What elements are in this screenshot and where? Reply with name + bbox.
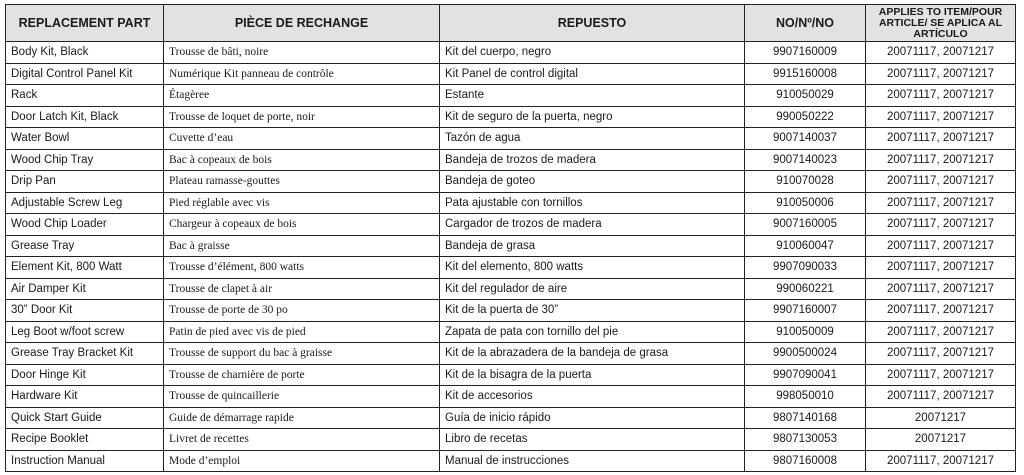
table-row (6, 300, 1016, 322)
table-row (6, 63, 1016, 85)
table-row (6, 321, 1016, 343)
cell-part-number: 9007140037 (745, 128, 866, 150)
cell-repuesto: Libro de recetas (440, 429, 745, 451)
table-row (6, 450, 1016, 472)
cell-piece-de-rechange: Trousse de quincaillerie (164, 386, 440, 408)
table-row (6, 149, 1016, 171)
table-row (6, 257, 1016, 279)
cell-piece-de-rechange: Trousse de loquet de porte, noir (164, 106, 440, 128)
cell-replacement-part: Grease Tray Bracket Kit (6, 343, 164, 365)
cell-applies-to-item: 20071117, 20071217 (866, 149, 1016, 171)
cell-repuesto: Kit del elemento, 800 watts (440, 257, 745, 279)
cell-applies-to-item: 20071117, 20071217 (866, 321, 1016, 343)
cell-repuesto: Manual de instrucciones (440, 450, 745, 472)
cell-applies-to-item: 20071117, 20071217 (866, 85, 1016, 107)
table-row (6, 85, 1016, 107)
cell-replacement-part: Leg Boot w/foot screw (6, 321, 164, 343)
cell-applies-to-item: 20071117, 20071217 (866, 214, 1016, 236)
cell-replacement-part: Door Latch Kit, Black (6, 106, 164, 128)
cell-replacement-part: Rack (6, 85, 164, 107)
cell-part-number: 910050009 (745, 321, 866, 343)
cell-piece-de-rechange: Bac à graisse (164, 235, 440, 257)
cell-repuesto: Kit de seguro de la puerta, negro (440, 106, 745, 128)
cell-part-number: 910050029 (745, 85, 866, 107)
cell-piece-de-rechange: Trousse de porte de 30 po (164, 300, 440, 322)
cell-part-number: 9915160008 (745, 63, 866, 85)
table-row (6, 364, 1016, 386)
cell-repuesto: Kit de accesorios (440, 386, 745, 408)
table-row (6, 407, 1016, 429)
cell-applies-to-item: 20071217 (866, 429, 1016, 451)
table-row (6, 429, 1016, 451)
cell-repuesto: Kit del regulador de aire (440, 278, 745, 300)
cell-replacement-part: Wood Chip Loader (6, 214, 164, 236)
cell-part-number: 990060221 (745, 278, 866, 300)
cell-replacement-part: Digital Control Panel Kit (6, 63, 164, 85)
cell-repuesto: Kit de la abrazadera de la bandeja de grasa (440, 343, 745, 365)
cell-repuesto: Zapata de pata con tornillo del pie (440, 321, 745, 343)
cell-replacement-part: 30” Door Kit (6, 300, 164, 322)
table-row (6, 42, 1016, 64)
cell-applies-to-item: 20071117, 20071217 (866, 343, 1016, 365)
table-row (6, 106, 1016, 128)
cell-applies-to-item: 20071117, 20071217 (866, 171, 1016, 193)
cell-piece-de-rechange: Livret de recettes (164, 429, 440, 451)
cell-part-number: 9807130053 (745, 429, 866, 451)
cell-part-number: 9900500024 (745, 343, 866, 365)
table-header (6, 5, 1016, 42)
cell-piece-de-rechange: Guide de démarrage rapide (164, 407, 440, 429)
cell-piece-de-rechange: Cuvette d’eau (164, 128, 440, 150)
cell-part-number: 9907160007 (745, 300, 866, 322)
cell-repuesto: Kit de la bisagra de la puerta (440, 364, 745, 386)
cell-applies-to-item: 20071117, 20071217 (866, 42, 1016, 64)
cell-piece-de-rechange: Trousse de support du bac à graisse (164, 343, 440, 365)
cell-replacement-part: Air Damper Kit (6, 278, 164, 300)
header-replacement-part: REPLACEMENT PART (6, 5, 164, 42)
cell-part-number: 910070028 (745, 171, 866, 193)
cell-repuesto: Tazón de agua (440, 128, 745, 150)
cell-applies-to-item: 20071117, 20071217 (866, 278, 1016, 300)
cell-piece-de-rechange: Patin de pied avec vis de pied (164, 321, 440, 343)
cell-piece-de-rechange: Étagèree (164, 85, 440, 107)
cell-repuesto: Cargador de trozos de madera (440, 214, 745, 236)
table-row (6, 235, 1016, 257)
cell-applies-to-item: 20071117, 20071217 (866, 300, 1016, 322)
table-row (6, 128, 1016, 150)
table-row (6, 343, 1016, 365)
cell-replacement-part: Element Kit, 800 Watt (6, 257, 164, 279)
cell-part-number: 910060047 (745, 235, 866, 257)
cell-piece-de-rechange: Trousse de bâti, noire (164, 42, 440, 64)
cell-applies-to-item: 20071117, 20071217 (866, 128, 1016, 150)
cell-replacement-part: Quick Start Guide (6, 407, 164, 429)
cell-applies-to-item: 20071117, 20071217 (866, 364, 1016, 386)
cell-part-number: 9907160009 (745, 42, 866, 64)
cell-repuesto: Kit Panel de control digital (440, 63, 745, 85)
cell-piece-de-rechange: Pied réglable avec vis (164, 192, 440, 214)
cell-part-number: 910050006 (745, 192, 866, 214)
cell-replacement-part: Adjustable Screw Leg (6, 192, 164, 214)
cell-applies-to-item: 20071117, 20071217 (866, 192, 1016, 214)
cell-piece-de-rechange: Chargeur à copeaux de bois (164, 214, 440, 236)
table-row (6, 278, 1016, 300)
cell-piece-de-rechange: Bac à copeaux de bois (164, 149, 440, 171)
cell-part-number: 9007140023 (745, 149, 866, 171)
cell-replacement-part: Body Kit, Black (6, 42, 164, 64)
cell-repuesto: Kit de la puerta de 30” (440, 300, 745, 322)
table-row (6, 214, 1016, 236)
cell-applies-to-item: 20071117, 20071217 (866, 450, 1016, 472)
header-row (6, 5, 1016, 42)
cell-applies-to-item: 20071117, 20071217 (866, 386, 1016, 408)
cell-part-number: 9807160008 (745, 450, 866, 472)
cell-piece-de-rechange: Numérique Kit panneau de contrôle (164, 63, 440, 85)
cell-part-number: 9807140168 (745, 407, 866, 429)
cell-replacement-part: Wood Chip Tray (6, 149, 164, 171)
table-row (6, 192, 1016, 214)
cell-replacement-part: Water Bowl (6, 128, 164, 150)
cell-applies-to-item: 20071117, 20071217 (866, 63, 1016, 85)
cell-piece-de-rechange: Trousse de clapet à air (164, 278, 440, 300)
cell-repuesto: Estante (440, 85, 745, 107)
cell-piece-de-rechange: Plateau ramasse-gouttes (164, 171, 440, 193)
cell-replacement-part: Drip Pan (6, 171, 164, 193)
cell-replacement-part: Recipe Booklet (6, 429, 164, 451)
header-repuesto: REPUESTO (440, 5, 745, 42)
table-row (6, 171, 1016, 193)
header-piece-de-rechange: PIÈCE DE RECHANGE (164, 5, 440, 42)
replacement-parts-table (5, 4, 1016, 472)
cell-applies-to-item: 20071117, 20071217 (866, 235, 1016, 257)
cell-part-number: 998050010 (745, 386, 866, 408)
cell-part-number: 9907090041 (745, 364, 866, 386)
cell-repuesto: Bandeja de grasa (440, 235, 745, 257)
cell-applies-to-item: 20071117, 20071217 (866, 106, 1016, 128)
table-body (6, 42, 1016, 472)
cell-repuesto: Pata ajustable con tornillos (440, 192, 745, 214)
cell-repuesto: Bandeja de trozos de madera (440, 149, 745, 171)
cell-replacement-part: Door Hinge Kit (6, 364, 164, 386)
header-applies-to-item: APPLIES TO ITEM/POUR ARTICLE/ SE APLICA AL ARTÍCULO (866, 5, 1016, 42)
cell-piece-de-rechange: Trousse d’élément, 800 watts (164, 257, 440, 279)
cell-part-number: 9907090033 (745, 257, 866, 279)
cell-part-number: 990050222 (745, 106, 866, 128)
cell-repuesto: Guía de inicio rápido (440, 407, 745, 429)
cell-repuesto: Bandeja de goteo (440, 171, 745, 193)
cell-piece-de-rechange: Mode d’emploi (164, 450, 440, 472)
cell-repuesto: Kit del cuerpo, negro (440, 42, 745, 64)
cell-applies-to-item: 20071117, 20071217 (866, 257, 1016, 279)
cell-replacement-part: Hardware Kit (6, 386, 164, 408)
header-part-number: NO/Nº/NO (745, 5, 866, 42)
table-row (6, 386, 1016, 408)
cell-applies-to-item: 20071217 (866, 407, 1016, 429)
cell-replacement-part: Instruction Manual (6, 450, 164, 472)
cell-replacement-part: Grease Tray (6, 235, 164, 257)
cell-piece-de-rechange: Trousse de charnière de porte (164, 364, 440, 386)
cell-part-number: 9007160005 (745, 214, 866, 236)
